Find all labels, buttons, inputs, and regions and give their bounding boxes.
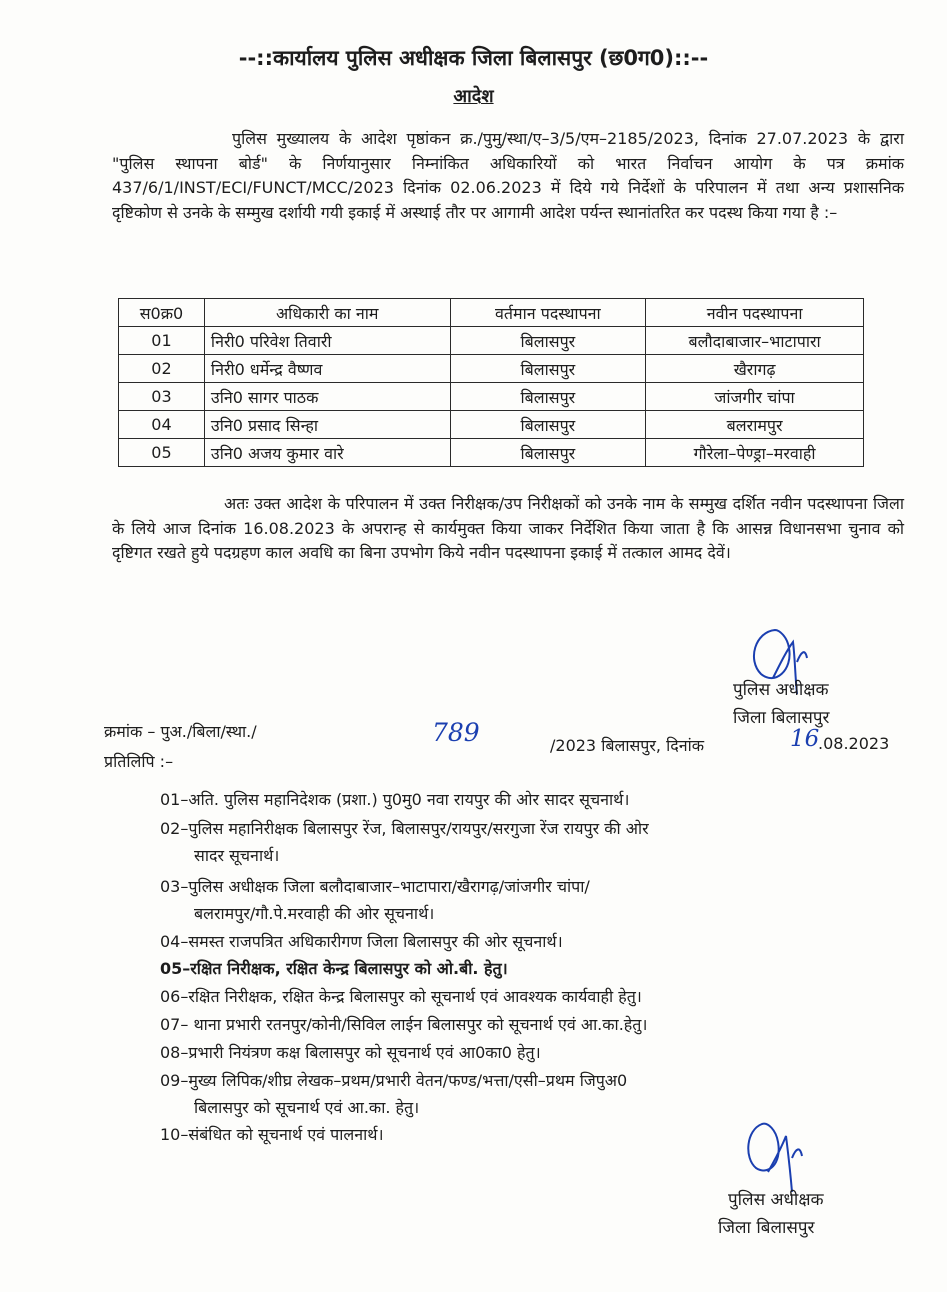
order-paragraph-1: पुलिस मुख्यालय के आदेश पृष्ठांकन क्र./पुमु/स्था/ए–3/5/एम–2185/2023, दिनांक 27.07.2023 के द्वारा "पुलिस स्थापना बोर्ड" के निर्णयानुसार निम्नांकित अधिकारियों को भारत निर्वाचन आयोग के पत्र क्रमांक 437/6/1/INST/ECI/FUNCT/MCC/2023 दिनांक 02.06.2023 में दिये गये निर्देशों के परिपालन में तथा अन्य प्रशासनिक दृष्टिकोण से उनके के सम्मुख दर्शायी गयी इकाई में अस्थाई तौर पर आगामी आदेश पर्यन्त स्थानांतरित कर पदस्थ किया गया है :– xyxy=(112,129,904,223)
reference-day: 16 xyxy=(790,726,820,752)
copy-line-continuation: बलरामपुर/गौ.पे.मरवाही की ओर सूचनार्थ। xyxy=(194,904,435,923)
cell-officer-name: उनि0 प्रसाद सिन्हा xyxy=(204,411,450,439)
cell-sno: 05 xyxy=(119,439,205,467)
order-paragraph-2: अतः उक्त आदेश के परिपालन में उक्त निरीक्षक/उप निरीक्षकों को उनके नाम के सम्मुख दर्शित नवीन पदस्थापना जिला के लिये आज दिनांक 16.08.2023 के अपरान्ह से कार्यमुक्त किया जाकर निर्देशित किया जाता है कि आसन्न विधानसभा चुनाव को दृष्टिगत रखते हुये पदग्रहण काल अवधि का बिना उपभोग किये नवीन पदस्थापना इकाई में तत्काल आमद देवें। xyxy=(112,494,904,563)
copy-line: 05–रक्षित निरीक्षक, रक्षित केन्द्र बिलासपुर को ओ.बी. हेतु। xyxy=(160,959,508,978)
table-row xyxy=(119,355,864,383)
cell-current-posting: बिलासपुर xyxy=(450,355,646,383)
list-item xyxy=(160,928,905,955)
order-heading: आदेश xyxy=(453,86,494,107)
table-row xyxy=(119,327,864,355)
copy-line-continuation: बिलासपुर को सूचनार्थ एवं आ.का. हेतु। xyxy=(194,1098,420,1117)
cell-sno: 02 xyxy=(119,355,205,383)
reference-label: क्रमांक – पुअ./बिला/स्था./ xyxy=(104,722,257,741)
cell-officer-name: निरी0 धर्मेन्द्र वैष्णव xyxy=(204,355,450,383)
table-row xyxy=(119,383,864,411)
cell-new-posting: गौरेला–पेण्ड्रा–मरवाही xyxy=(646,439,864,467)
transfer-table xyxy=(118,298,864,467)
list-item xyxy=(160,786,905,813)
copy-line: 02–पुलिस महानिरीक्षक बिलासपुर रेंज, बिलासपुर/रायपुर/सरगुजा रेंज रायपुर की ओर xyxy=(160,819,649,838)
copy-line: 03–पुलिस अधीक्षक जिला बलौदाबाजार–भाटापारा/खैरागढ़/जांजगीर चांपा/ xyxy=(160,877,590,896)
copy-to-label: प्रतिलिपि :– xyxy=(104,752,174,771)
cell-current-posting: बिलासपुर xyxy=(450,383,646,411)
table-row xyxy=(119,439,864,467)
cell-officer-name: उनि0 अजय कुमार वारे xyxy=(204,439,450,467)
signature-designation-2: पुलिस अधीक्षक xyxy=(728,1190,824,1210)
reference-place-date: /2023 बिलासपुर, दिनांक xyxy=(550,736,705,755)
copy-line: 06–रक्षित निरीक्षक, रक्षित केन्द्र बिलासपुर को सूचनार्थ एवं आवश्यक कार्यवाही हेतु। xyxy=(160,987,642,1006)
cell-current-posting: बिलासपुर xyxy=(450,327,646,355)
table-header-row xyxy=(119,299,864,327)
copy-line: 08–प्रभारी नियंत्रण कक्ष बिलासपुर को सूचनार्थ एवं आ0का0 हेतु। xyxy=(160,1043,541,1062)
cell-officer-name: निरी0 परिवेश तिवारी xyxy=(204,327,450,355)
signature-district-2: जिला बिलासपुर xyxy=(718,1218,815,1238)
header-current-posting: वर्तमान पदस्थापना xyxy=(450,299,646,327)
cell-officer-name: उनि0 सागर पाठक xyxy=(204,383,450,411)
signature-mark-2 xyxy=(732,1118,822,1198)
list-item xyxy=(160,815,905,869)
copy-line: 10–संबंधित को सूचनार्थ एवं पालनार्थ। xyxy=(160,1125,384,1144)
cell-current-posting: बिलासपुर xyxy=(450,411,646,439)
office-title: --::कार्यालय पुलिस अधीक्षक जिला बिलासपुर (छ0ग0)::-- xyxy=(238,46,709,70)
header-officer-name: अधिकारी का नाम xyxy=(204,299,450,327)
copy-line: 07– थाना प्रभारी रतनपुर/कोनी/सिविल लाईन बिलासपुर को सूचनार्थ एवं आ.का.हेतु। xyxy=(160,1015,648,1034)
list-item xyxy=(160,1039,905,1066)
copy-line: 01–अति. पुलिस महानिदेशक (प्रशा.) पु0मु0 नवा रायपुर की ओर सादर सूचनार्थ। xyxy=(160,790,630,809)
copy-line: 09–मुख्य लिपिक/शीघ्र लेखक–प्रथम/प्रभारी वेतन/फण्ड/भत्ता/एसी–प्रथम जिपुअ0 xyxy=(160,1071,628,1090)
copy-line-continuation: सादर सूचनार्थ। xyxy=(194,846,280,865)
list-item xyxy=(160,1011,905,1038)
cell-new-posting: बलौदाबाजार–भाटापारा xyxy=(646,327,864,355)
cell-sno: 04 xyxy=(119,411,205,439)
list-item xyxy=(160,1067,905,1121)
copy-line: 04–समस्त राजपत्रित अधिकारीगण जिला बिलासपुर की ओर सूचनार्थ। xyxy=(160,932,563,951)
cell-new-posting: जांजगीर चांपा xyxy=(646,383,864,411)
list-item xyxy=(160,955,905,982)
signature-district-1: जिला बिलासपुर xyxy=(733,708,830,728)
cell-new-posting: खैरागढ़ xyxy=(646,355,864,383)
signature-designation-1: पुलिस अधीक्षक xyxy=(733,680,829,700)
reference-month-year: .08.2023 xyxy=(818,734,890,753)
cell-current-posting: बिलासपुर xyxy=(450,439,646,467)
table-row xyxy=(119,411,864,439)
cell-sno: 03 xyxy=(119,383,205,411)
cell-sno: 01 xyxy=(119,327,205,355)
cell-new-posting: बलरामपुर xyxy=(646,411,864,439)
list-item xyxy=(160,873,905,927)
reference-number: 789 xyxy=(432,718,480,747)
header-new-posting: नवीन पदस्थापना xyxy=(646,299,864,327)
list-item xyxy=(160,983,905,1010)
header-sno: स0क्र0 xyxy=(119,299,205,327)
